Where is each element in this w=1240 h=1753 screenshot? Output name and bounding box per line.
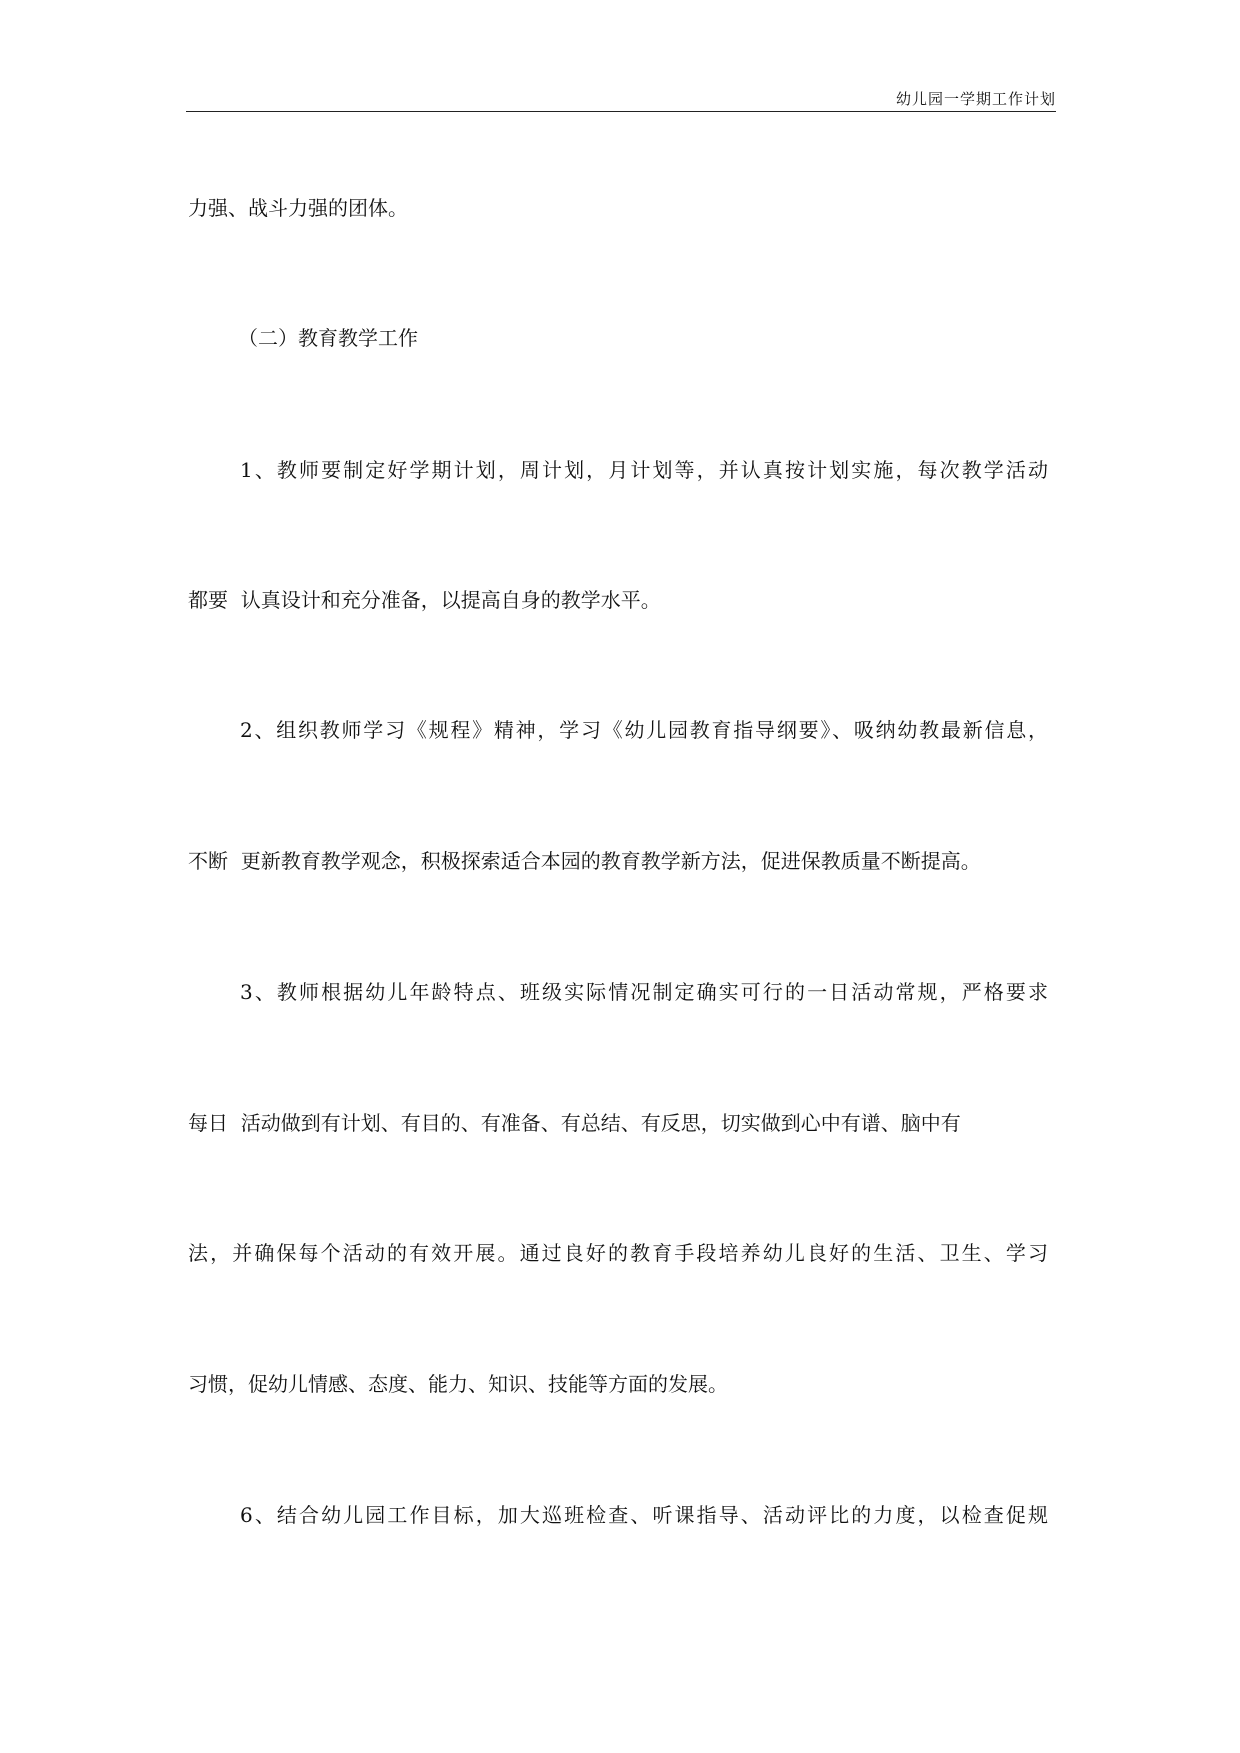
paragraph-line: 每日 活动做到有计划、有目的、有准备、有总结、有反思，切实做到心中有谱、脑中有 xyxy=(188,1111,961,1135)
paragraph-line-text: 1、教师要制定好学期计划，周计划，月计划等，并认真按计划实施，每次教学活动 xyxy=(240,458,1048,482)
paragraph-line xyxy=(240,458,1048,482)
paragraph-line: 都要 认真设计和充分准备，以提高自身的教学水平。 xyxy=(188,588,661,612)
paragraph-line-text: 法，并确保每个活动的有效开展。通过良好的教育手段培养幼儿良好的生活、卫生、学习 xyxy=(188,1241,1048,1265)
running-header-title: 幼儿园一学期工作计划 xyxy=(895,90,1056,108)
paragraph-line-text: 3、教师根据幼儿年龄特点、班级实际情况制定确实可行的一日活动常规，严格要求 xyxy=(240,980,1048,1004)
paragraph-line: 力强、战斗力强的团体。 xyxy=(188,196,408,220)
section-heading: （二）教育教学工作 xyxy=(238,326,418,350)
paragraph-line-text: 2、组织教师学习《规程》精神，学习《幼儿园教育指导纲要》、吸纳幼教最新信息， xyxy=(240,718,1048,742)
paragraph-line xyxy=(240,718,1048,742)
paragraph-line xyxy=(188,1241,1048,1265)
header-divider xyxy=(186,111,1056,112)
paragraph-line-text: 6、结合幼儿园工作目标，加大巡班检查、听课指导、活动评比的力度，以检查促规 xyxy=(240,1503,1048,1527)
paragraph-line: 不断 更新教育教学观念，积极探索适合本园的教育教学新方法，促进保教质量不断提高。 xyxy=(188,849,981,873)
paragraph-line xyxy=(240,980,1048,1004)
paragraph-line: 习惯，促幼儿情感、态度、能力、知识、技能等方面的发展。 xyxy=(188,1372,728,1396)
paragraph-line xyxy=(240,1503,1048,1527)
